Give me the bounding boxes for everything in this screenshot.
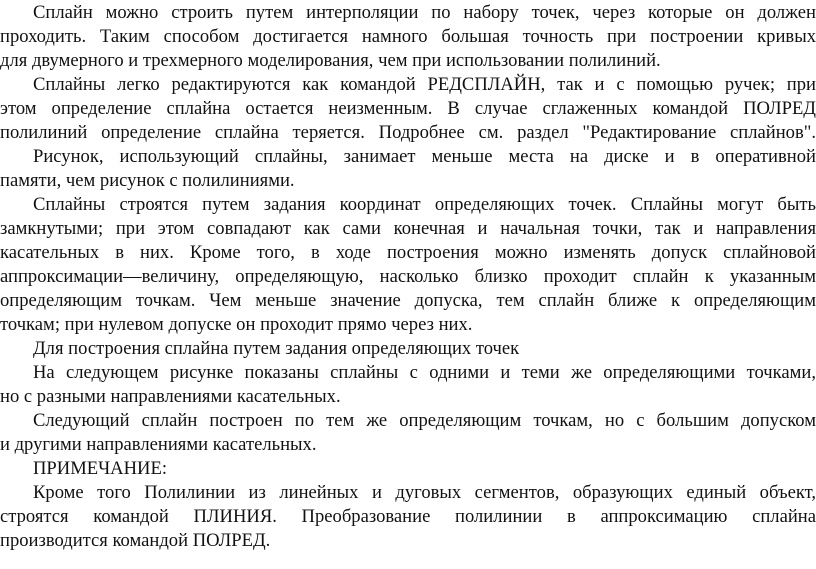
- paragraph-5-line-1: Для построения сплайна путем задания определяющих точек: [33, 338, 520, 359]
- paragraph-4-line-2: замкнутыми; при этом совпадают как сами конечная и начальная точки, так и направления: [0, 218, 816, 239]
- paragraph-9-line-2: строятся командой ПЛИНИЯ. Преобразование полилинии в аппроксимацию сплайна: [0, 506, 816, 527]
- paragraph-2-line-3: полилиний определение сплайна теряется. Подробнее см. раздел "Редактирование сплайнов".: [0, 122, 816, 143]
- paragraph-9-line-3: производится командой ПОЛРЕД.: [0, 530, 271, 551]
- note-heading: ПРИМЕЧАНИЕ:: [33, 458, 167, 479]
- paragraph-6-line-1: На следующем рисунке показаны сплайны с одними и теми же определяющими точками,: [33, 362, 816, 383]
- paragraph-3-line-2: памяти, чем рисунок с полилиниями.: [0, 170, 295, 191]
- paragraph-2-line-1: Сплайны легко редактируются как командой РЕДСПЛАЙН, так и с помощью ручек; при: [33, 74, 816, 95]
- paragraph-2-line-2: этом определение сплайна остается неизменным. В случае сглаженных командой ПОЛРЕД: [0, 98, 816, 119]
- paragraph-7-line-1: Следующий сплайн построен по тем же определяющим точкам, но с большим допуском: [33, 410, 816, 431]
- paragraph-4-line-6: точкам; при нулевом допуске он проходит прямо через них.: [0, 314, 473, 335]
- paragraph-9-line-1: Кроме того Полилинии из линейных и дуговых сегментов, образующих единый объект,: [33, 482, 816, 503]
- paragraph-4-line-5: определяющим точкам. Чем меньше значение допуска, тем сплайн ближе к определяющим: [0, 290, 816, 311]
- paragraph-4-line-4: аппроксимации—величину, определяющую, насколько близко проходит сплайн к указанным: [0, 266, 816, 287]
- paragraph-3-line-1: Рисунок, использующий сплайны, занимает меньше места на диске и в оперативной: [33, 146, 816, 167]
- paragraph-1-line-1: Сплайн можно строить путем интерполяции по набору точек, через которые он должен: [33, 2, 816, 23]
- paragraph-7-line-2: и другими направлениями касательных.: [0, 434, 317, 455]
- paragraph-4-line-1: Сплайны строятся путем задания координат определяющих точек. Сплайны могут быть: [33, 194, 816, 215]
- paragraph-1-line-2: проходить. Таким способом достигается намного большая точность при построении кривых: [0, 26, 816, 47]
- paragraph-1-line-3: для двумерного и трехмерного моделирования, чем при использовании полилиний.: [0, 50, 661, 71]
- paragraph-6-line-2: но с разными направлениями касательных.: [0, 386, 341, 407]
- paragraph-4-line-3: касательных в них. Кроме того, в ходе построения можно изменять допуск сплайновой: [0, 242, 816, 263]
